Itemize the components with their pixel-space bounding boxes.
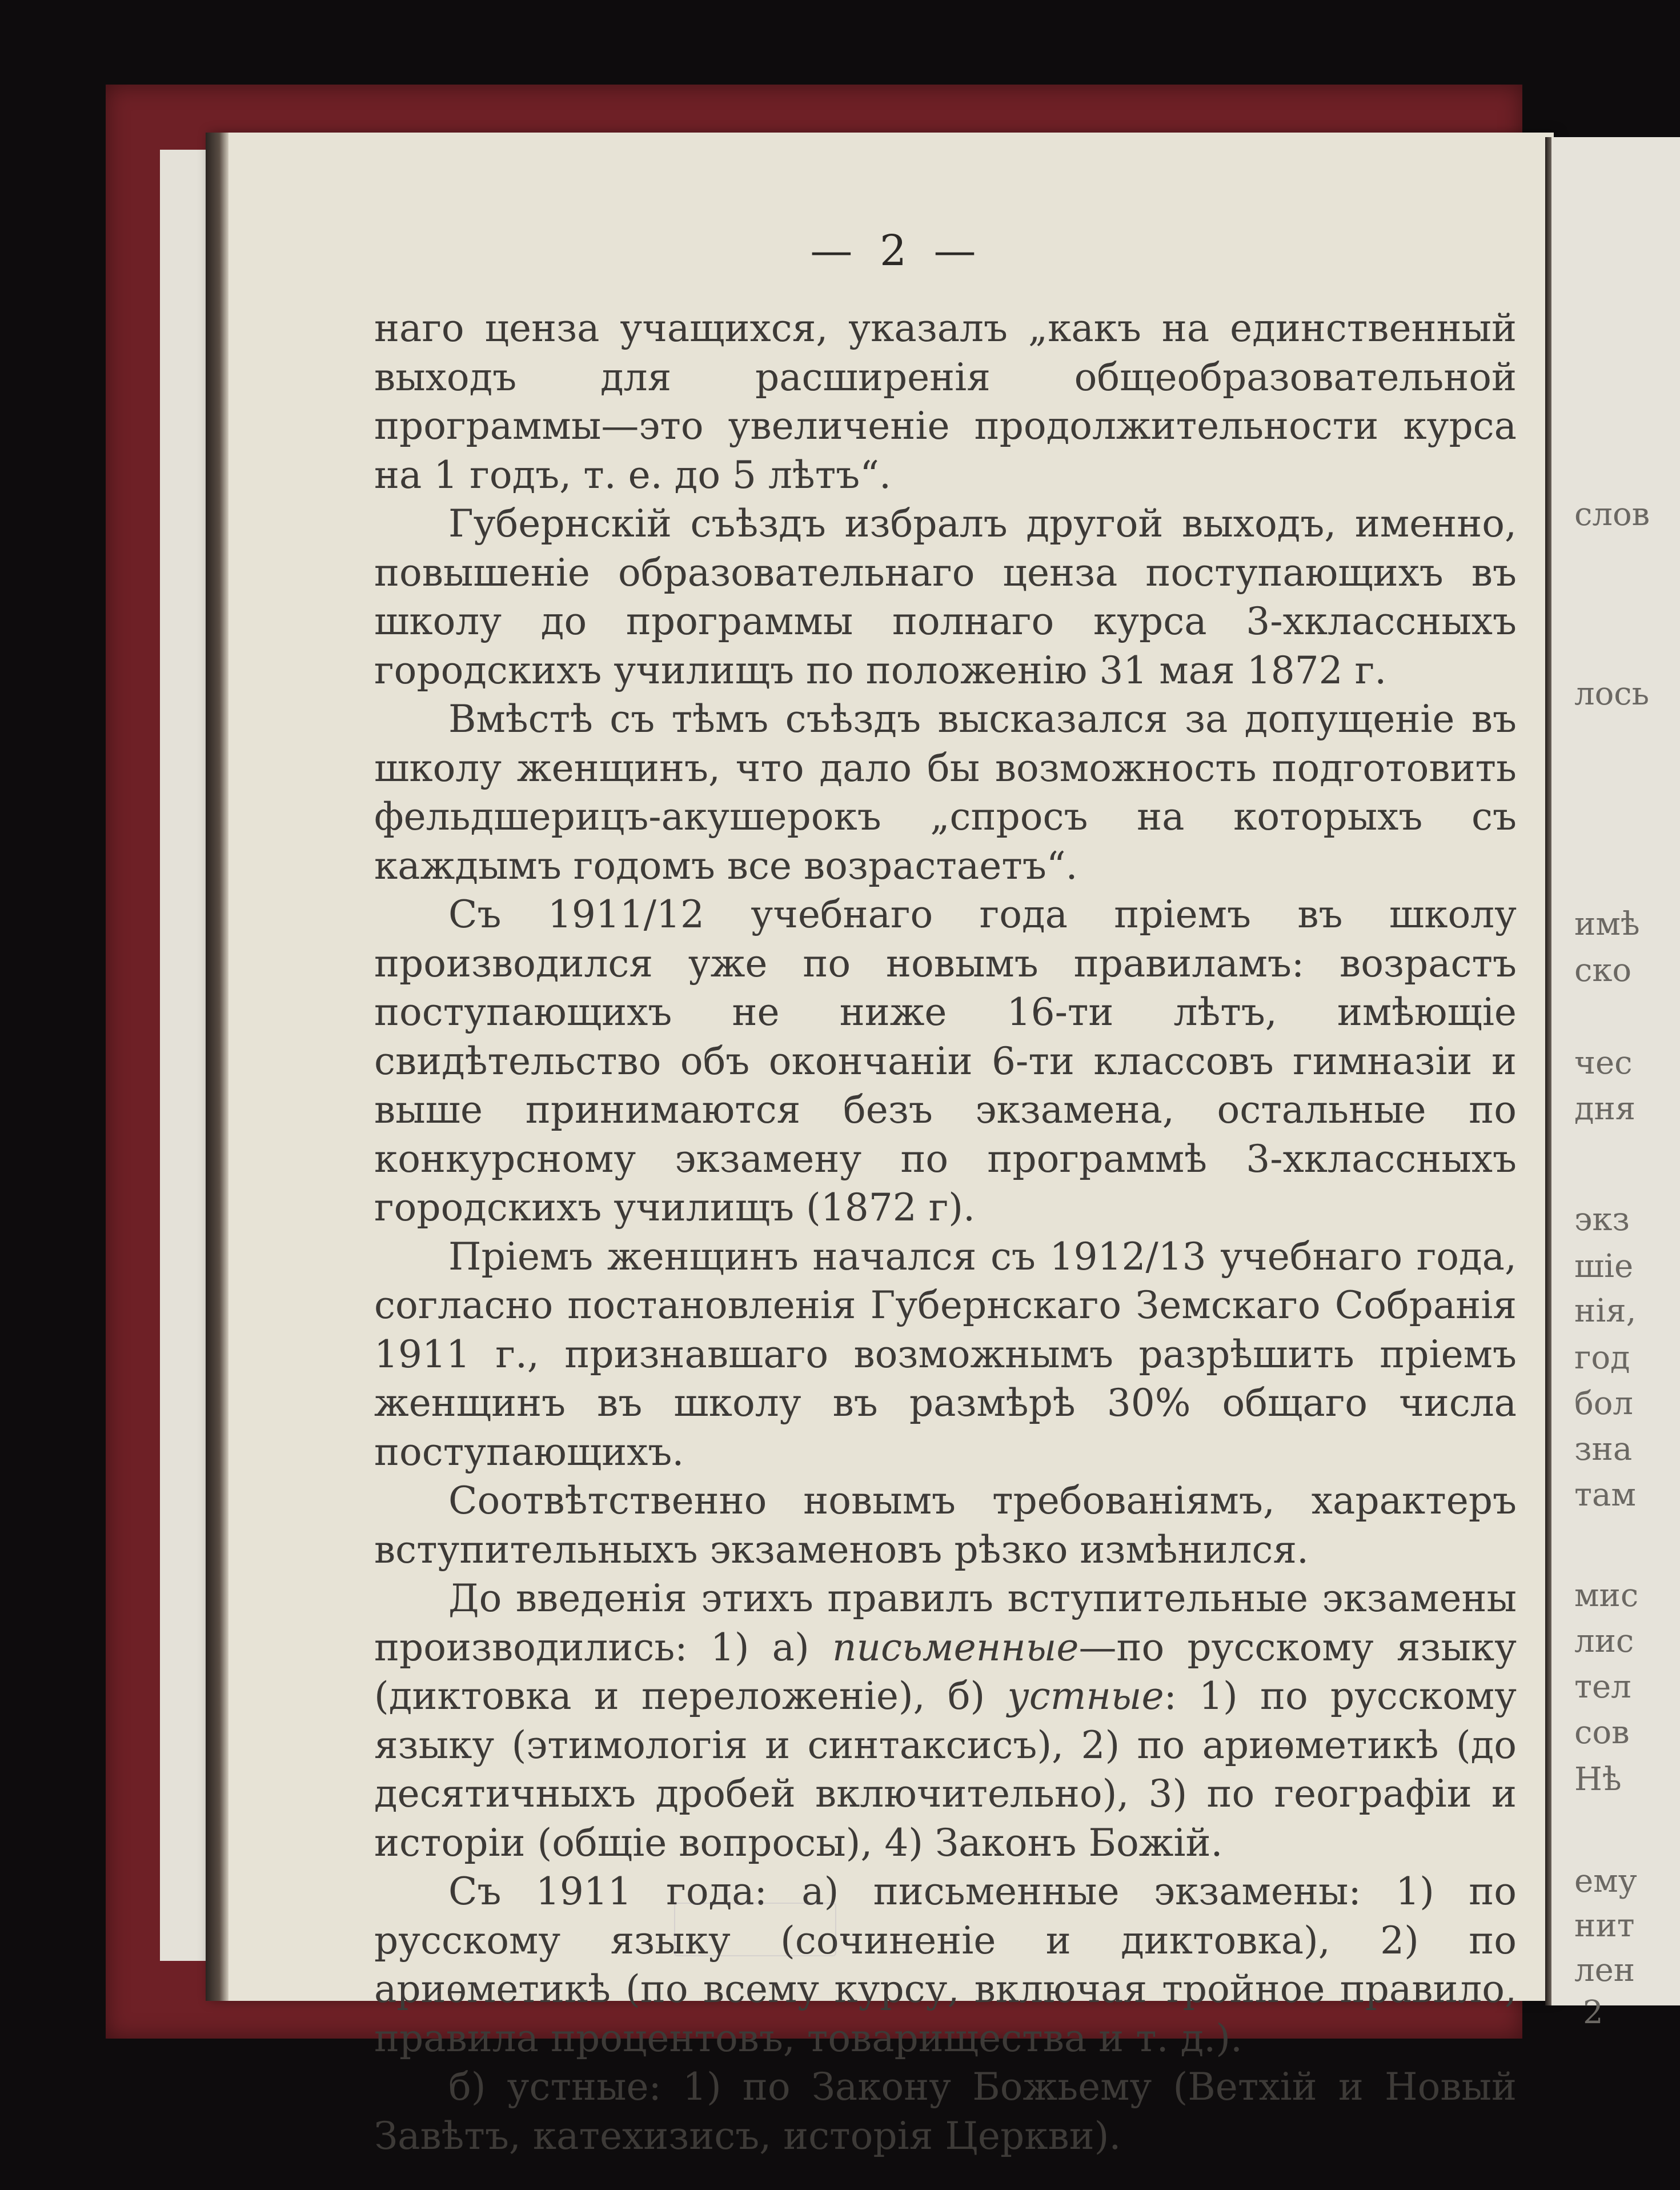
faint-library-stamp — [674, 1903, 836, 1956]
text-run: —по русскому языку (диктовка и переложеніе), б) — [374, 1625, 1517, 1718]
facing-fragment: 2 — [1583, 1994, 1603, 2031]
paragraph: Вмѣстѣ съ тѣмъ съѣздъ высказался за допущеніе въ школу женщинъ, что дало бы возможность подготовить фельдшерицъ-акушерокъ „спросъ на которыхъ съ каждымъ годомъ все возрастаетъ“. — [374, 697, 1517, 888]
emphasis: устные — [1007, 1674, 1164, 1718]
page-number: — 2 — — [810, 226, 983, 275]
facing-fragment: зна — [1574, 1431, 1633, 1468]
facing-fragment: лис — [1574, 1623, 1634, 1660]
paragraph — [374, 1574, 1517, 1867]
facing-fragment: ско — [1574, 952, 1632, 989]
facing-fragment: бол — [1574, 1385, 1634, 1422]
facing-fragment: экз — [1574, 1201, 1630, 1238]
paragraph: Съ 1911/12 учебнаго года пріемъ въ школу производился уже по новымъ правиламъ: возрастъ поступающихъ не ниже 16-ти лѣтъ, имѣющіе свидѣтельство объ окончаніи 6-ти классовъ гимназіи и выше принимаются безъ экзамена, остальные по конкурсному экзамену по программѣ 3-хклассныхъ городскихъ училищъ (1872 г). — [374, 892, 1517, 1230]
text-run: : 1) по русскому языку (этимологія и синтаксисъ), 2) по ариѳметикѣ (до десятичныхъ дробей включительно), 3) по географіи и исторіи (общіе вопросы), 4) Законъ Божій. — [374, 1674, 1517, 1865]
facing-fragment: нит — [1574, 1907, 1635, 1944]
page-gutter — [206, 133, 228, 2001]
facing-fragment: шіе — [1574, 1248, 1634, 1285]
paragraph: Съ 1911 года: а) письменные экзамены: 1) по русскому языку (сочиненіе и диктовка), 2) по ариѳметикѣ (по всему курсу, включая тройное правило, правила процентовъ, товарищества и т. д.). — [374, 1869, 1517, 2060]
facing-fragment: мис — [1574, 1577, 1639, 1614]
facing-fragment: дня — [1574, 1090, 1636, 1127]
facing-page — [1551, 137, 1680, 2031]
body-text — [374, 304, 1517, 2160]
facing-fragment: слов — [1574, 496, 1650, 533]
facing-fragment: чес — [1574, 1044, 1633, 1082]
emphasis: письменные — [832, 1625, 1079, 1669]
facing-fragment: имѣ — [1574, 906, 1640, 943]
facing-fragment: ему — [1574, 1863, 1637, 1900]
paragraph: наго ценза учащихся, указалъ „какъ на единственный выходъ для расширенія общеобразовательной программы—это увеличеніе продолжительности курса на 1 годъ, т. е. до 5 лѣтъ“. — [374, 306, 1517, 497]
paragraph: Губернскій съѣздъ избралъ другой выходъ, именно, повышеніе образовательнаго ценза поступающихъ въ школу до программы полнаго курса 3-хклассныхъ городскихъ училищъ по положенію 31 мая 1872 г. — [374, 502, 1517, 692]
facing-fragment: год — [1574, 1339, 1630, 1376]
facing-fragment: тел — [1574, 1668, 1631, 1705]
facing-fragment: лось — [1574, 675, 1650, 712]
facing-fragment: нія, — [1574, 1292, 1637, 1330]
paragraph: Соотвѣтственно новымъ требованіямъ, характеръ вступительныхъ экзаменовъ рѣзко измѣнился. — [374, 1479, 1517, 1572]
text-run: До введенія этихъ правилъ вступительные экзамены производились: 1) а) — [374, 1576, 1517, 1669]
facing-fragment: сов — [1574, 1714, 1630, 1751]
paragraph: Пріемъ женщинъ начался съ 1912/13 учебнаго года, согласно постановленія Губернскаго Земскаго Собранія 1911 г., признавшаго возможнымъ разрѣшить пріемъ женщинъ въ школу въ размѣрѣ 30% общаго числа поступающихъ. — [374, 1234, 1517, 1474]
paragraph: б) устные: 1) по Закону Божьему (Ветхій и Новый Завѣтъ, катехизисъ, исторія Церкви). — [374, 2065, 1517, 2158]
facing-fragment: там — [1574, 1476, 1636, 1514]
facing-fragment: Нѣ — [1574, 1761, 1622, 1798]
facing-fragment: лен — [1574, 1952, 1635, 1989]
